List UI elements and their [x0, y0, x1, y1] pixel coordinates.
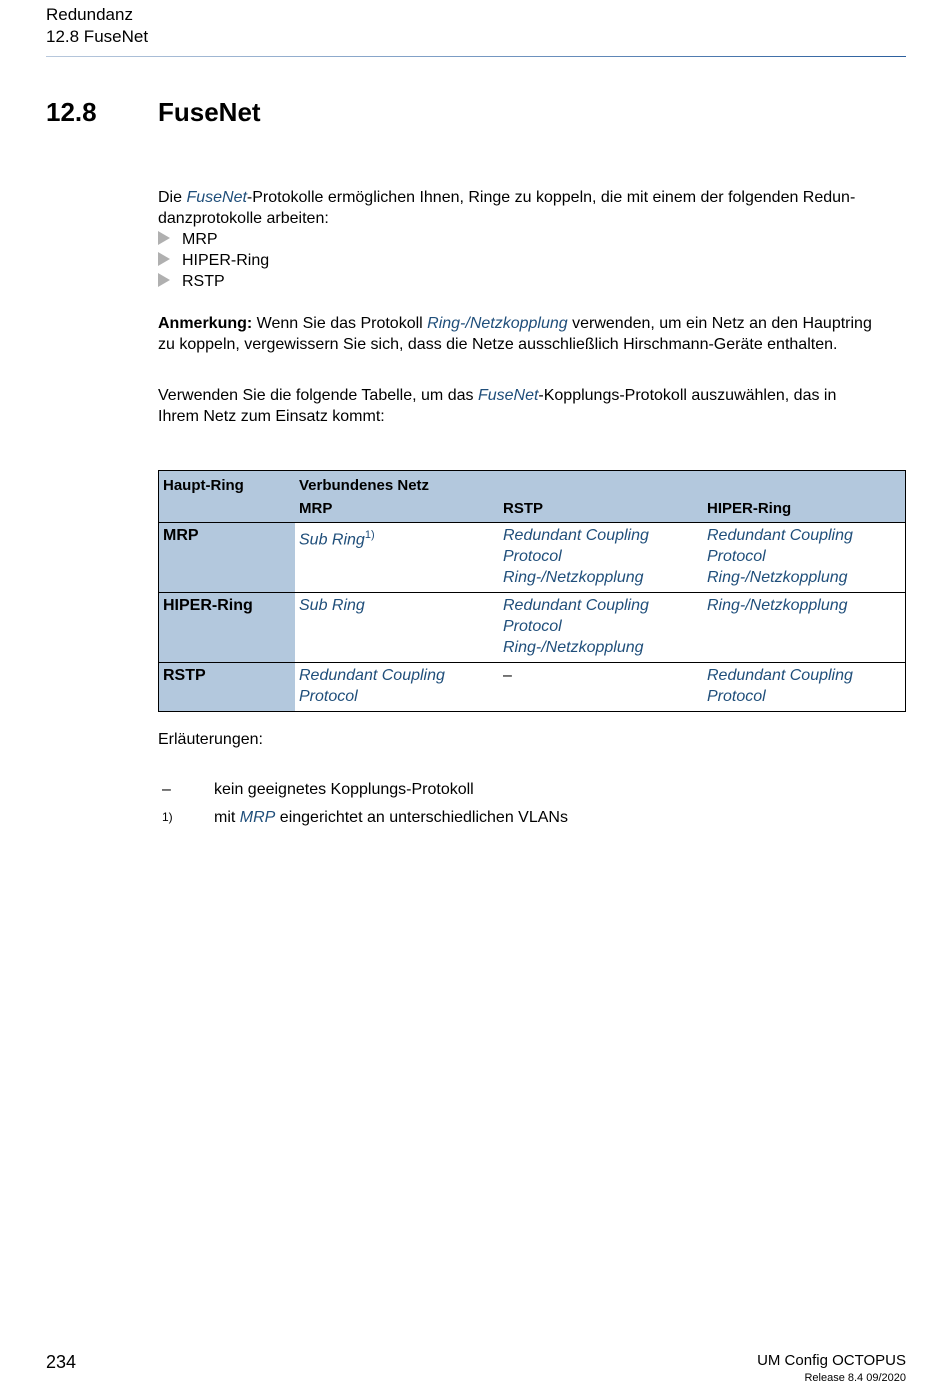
cell-line: Sub Ring	[299, 597, 365, 614]
section-number: 12.8	[46, 97, 97, 127]
cell-line: Protocol	[503, 618, 562, 635]
intro-text-line2: danzprotokolle arbeiten:	[158, 210, 329, 227]
col-header-mrp: MRP	[295, 496, 499, 523]
cell-line: Redundant Coupling	[299, 667, 445, 684]
triangle-bullet-icon	[158, 273, 170, 287]
cell-hiper-hiper	[703, 593, 906, 663]
footer-release: Release 8.4 09/2020	[804, 1372, 906, 1384]
cell-mrp-rstp	[499, 523, 703, 593]
intro-text-cont: -Protokolle ermöglichen Ihnen, Ringe zu koppeln, die mit einem der folgenden Redun-	[246, 189, 856, 206]
cell-line: Ring-/Netzkopplung	[707, 597, 848, 614]
row-header-hiper: HIPER-Ring	[159, 593, 296, 663]
table-row	[159, 523, 906, 593]
cell-rstp-hiper	[703, 663, 906, 712]
legend-key-footnote: 1)	[162, 810, 173, 824]
intro-paragraph	[158, 187, 908, 229]
note-paragraph	[158, 313, 908, 355]
running-header-section: 12.8 FuseNet	[46, 27, 149, 46]
cell-line: Protocol	[707, 548, 766, 565]
triangle-bullet-icon	[158, 231, 170, 245]
mrp-link[interactable]: MRP	[239, 809, 276, 826]
legend-text-footnote	[214, 809, 568, 827]
triangle-bullet-icon	[158, 252, 170, 266]
footnote-mark: 1)	[364, 529, 375, 541]
list-item	[158, 250, 269, 271]
usage-text: Verwenden Sie die folgende Tabelle, um das	[158, 387, 478, 404]
list-item	[158, 229, 218, 250]
fusenet-link[interactable]: FuseNet	[186, 189, 247, 206]
legend-key-dash: –	[162, 781, 171, 798]
fusenet-link-2[interactable]: FuseNet	[477, 387, 539, 404]
list-item-label: RSTP	[182, 273, 225, 290]
cell-hiper-mrp	[295, 593, 499, 663]
page-number: 234	[46, 1352, 77, 1372]
col-header-blank	[159, 496, 296, 523]
intro-text: Die	[158, 189, 187, 206]
list-item-label: MRP	[182, 231, 218, 248]
cell-mrp-mrp	[295, 523, 499, 593]
cell-line: Protocol	[299, 688, 358, 705]
cell-line: Protocol	[503, 548, 562, 565]
cell-line: Redundant Coupling	[503, 597, 649, 614]
col-header-rstp: RSTP	[499, 496, 703, 523]
note-label: Anmerkung:	[158, 315, 253, 332]
cell-line: Ring-/Netzkopplung	[503, 639, 644, 656]
list-item	[158, 271, 225, 292]
cell-line: Protocol	[707, 688, 766, 705]
section-title: FuseNet	[158, 97, 261, 127]
note-text-line2: zu koppeln, vergewissern Sie sich, dass die Netze ausschließlich Hirschmann-Geräte enthalten.	[158, 336, 838, 353]
legend-text: mit	[214, 809, 240, 826]
table-header-row	[159, 471, 906, 497]
col-header-hiper: HIPER-Ring	[703, 496, 906, 523]
running-header-chapter: Redundanz	[46, 5, 133, 24]
row-header-rstp: RSTP	[159, 663, 296, 712]
col-header-connected-net: Verbundenes Netz	[295, 471, 906, 497]
cell-line: Redundant Coupling	[707, 667, 853, 684]
table-row	[159, 593, 906, 663]
cell-rstp-rstp: –	[499, 663, 703, 712]
cell-line: Redundant Coupling	[707, 527, 853, 544]
table-subheader-row	[159, 496, 906, 523]
cell-line: Ring-/Netzkopplung	[707, 569, 848, 586]
list-item-label: HIPER-Ring	[182, 252, 270, 269]
usage-text-cont: -Kopplungs-Protokoll auszuwählen, das in	[538, 387, 837, 404]
row-header-mrp: MRP	[159, 523, 296, 593]
legend-text-dash: kein geeignetes Kopplungs-Protokoll	[214, 781, 474, 798]
cell-hiper-rstp	[499, 593, 703, 663]
usage-text-line2: Ihrem Netz zum Einsatz kommt:	[158, 408, 385, 425]
col-header-main-ring: Haupt-Ring	[159, 471, 296, 497]
header-rule	[46, 56, 906, 57]
usage-paragraph	[158, 385, 908, 427]
cell-line: Sub Ring	[299, 531, 365, 549]
note-text-cont: verwenden, um ein Netz an den Hauptring	[567, 315, 872, 332]
cell-mrp-hiper	[703, 523, 906, 593]
note-text: Wenn Sie das Protokoll	[252, 315, 428, 332]
legend-title: Erläuterungen:	[158, 731, 263, 748]
coupling-protocol-table	[158, 470, 906, 712]
table-row	[159, 663, 906, 712]
ring-netzkopplung-link[interactable]: Ring-/Netzkopplung	[427, 315, 568, 332]
cell-line: Redundant Coupling	[503, 527, 649, 544]
cell-rstp-mrp	[295, 663, 499, 712]
legend-text-cont: eingerichtet an unterschiedlichen VLANs	[275, 809, 568, 826]
cell-line: Ring-/Netzkopplung	[503, 569, 644, 586]
footer-doc-title: UM Config OCTOPUS	[757, 1352, 906, 1369]
